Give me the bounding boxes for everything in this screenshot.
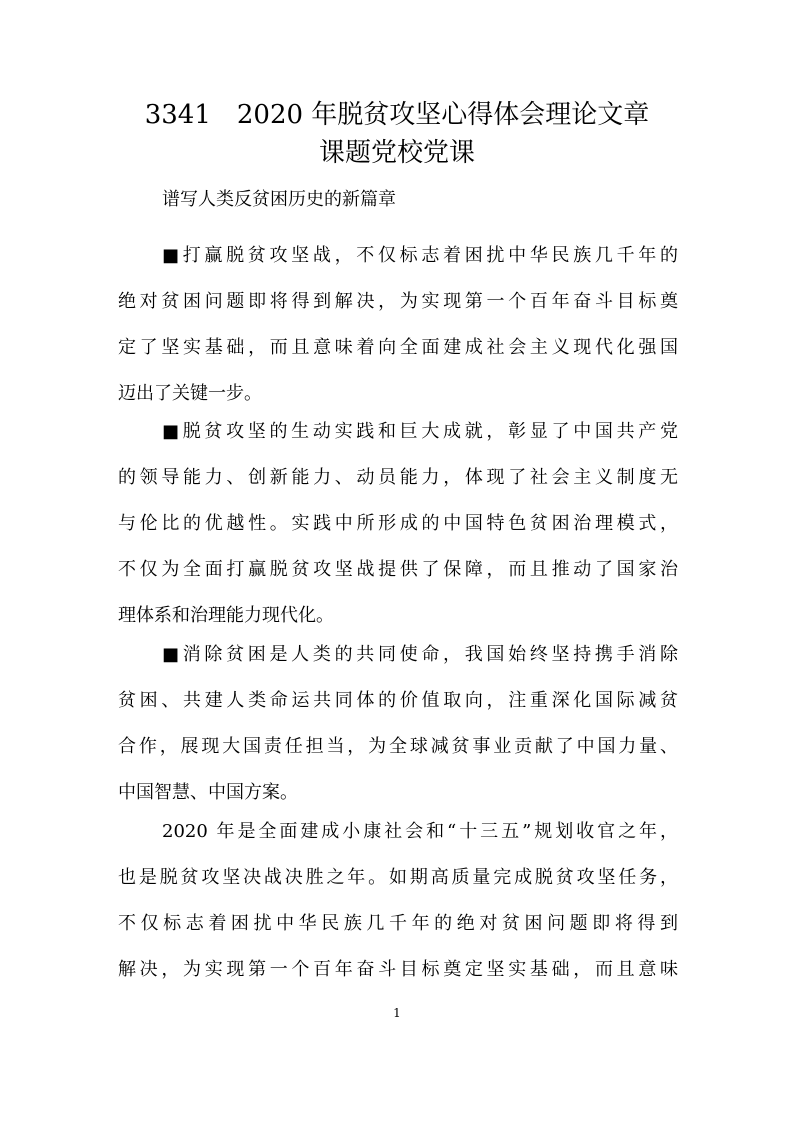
- paragraph-line: ■消除贫困是人类的共同使命，我国始终坚持携手消除: [162, 644, 678, 665]
- page-number: 1: [393, 1006, 401, 1020]
- document-title: [118, 96, 676, 172]
- paragraph-line: 与伦比的优越性。实践中所形成的中国特色贫困治理模式，: [118, 513, 678, 534]
- paragraph-line: 不仅为全面打赢脱贫攻坚战提供了保障，而且推动了国家治: [118, 559, 678, 580]
- paragraph-line: 不仅标志着困扰中华民族几千年的绝对贫困问题即将得到: [118, 913, 678, 934]
- paragraph-line: 2020 年是全面建成小康社会和“十三五”规划收官之年，: [162, 821, 678, 842]
- paragraph-line: 中国智慧、中国方案。: [118, 782, 298, 803]
- paragraph-line: 定了坚实基础，而且意味着向全面建成社会主义现代化强国: [118, 337, 678, 358]
- paragraph-line: 迈出了关键一步。: [118, 383, 262, 404]
- paragraph-line: 也是脱贫攻坚决战决胜之年。如期高质量完成脱贫攻坚任务，: [118, 867, 678, 888]
- paragraph-line: 的领导能力、创新能力、动员能力，体现了社会主义制度无: [118, 467, 678, 488]
- paragraph-line: 解决，为实现第一个百年奋斗目标奠定坚实基础，而且意味: [118, 959, 678, 980]
- title-line-1: 3341 2020 年脱贫攻坚心得体会理论文章: [144, 100, 650, 130]
- paragraph-3: [118, 643, 678, 827]
- paragraph-line: ■脱贫攻坚的生动实践和巨大成就，彰显了中国共产党: [162, 421, 678, 442]
- paragraph-line: 绝对贫困问题即将得到解决，为实现第一个百年奋斗目标奠: [118, 291, 678, 312]
- paragraph-line: ■打赢脱贫攻坚战，不仅标志着困扰中华民族几千年的: [162, 245, 678, 266]
- paragraph-line: 贫困、共建人类命运共同体的价值取向，注重深化国际减贫: [118, 690, 678, 711]
- paragraph-4: [118, 820, 678, 1004]
- paragraph-1: [118, 244, 678, 428]
- title-line-2: 课题党校党课: [318, 138, 475, 168]
- document-subtitle: 谱写人类反贫困历史的新篇章: [162, 189, 396, 210]
- paragraph-2: [118, 420, 678, 650]
- paragraph-line: 理体系和治理能力现代化。: [118, 605, 334, 626]
- paragraph-line: 合作，展现大国责任担当，为全球减贫事业贡献了中国力量、: [118, 736, 678, 757]
